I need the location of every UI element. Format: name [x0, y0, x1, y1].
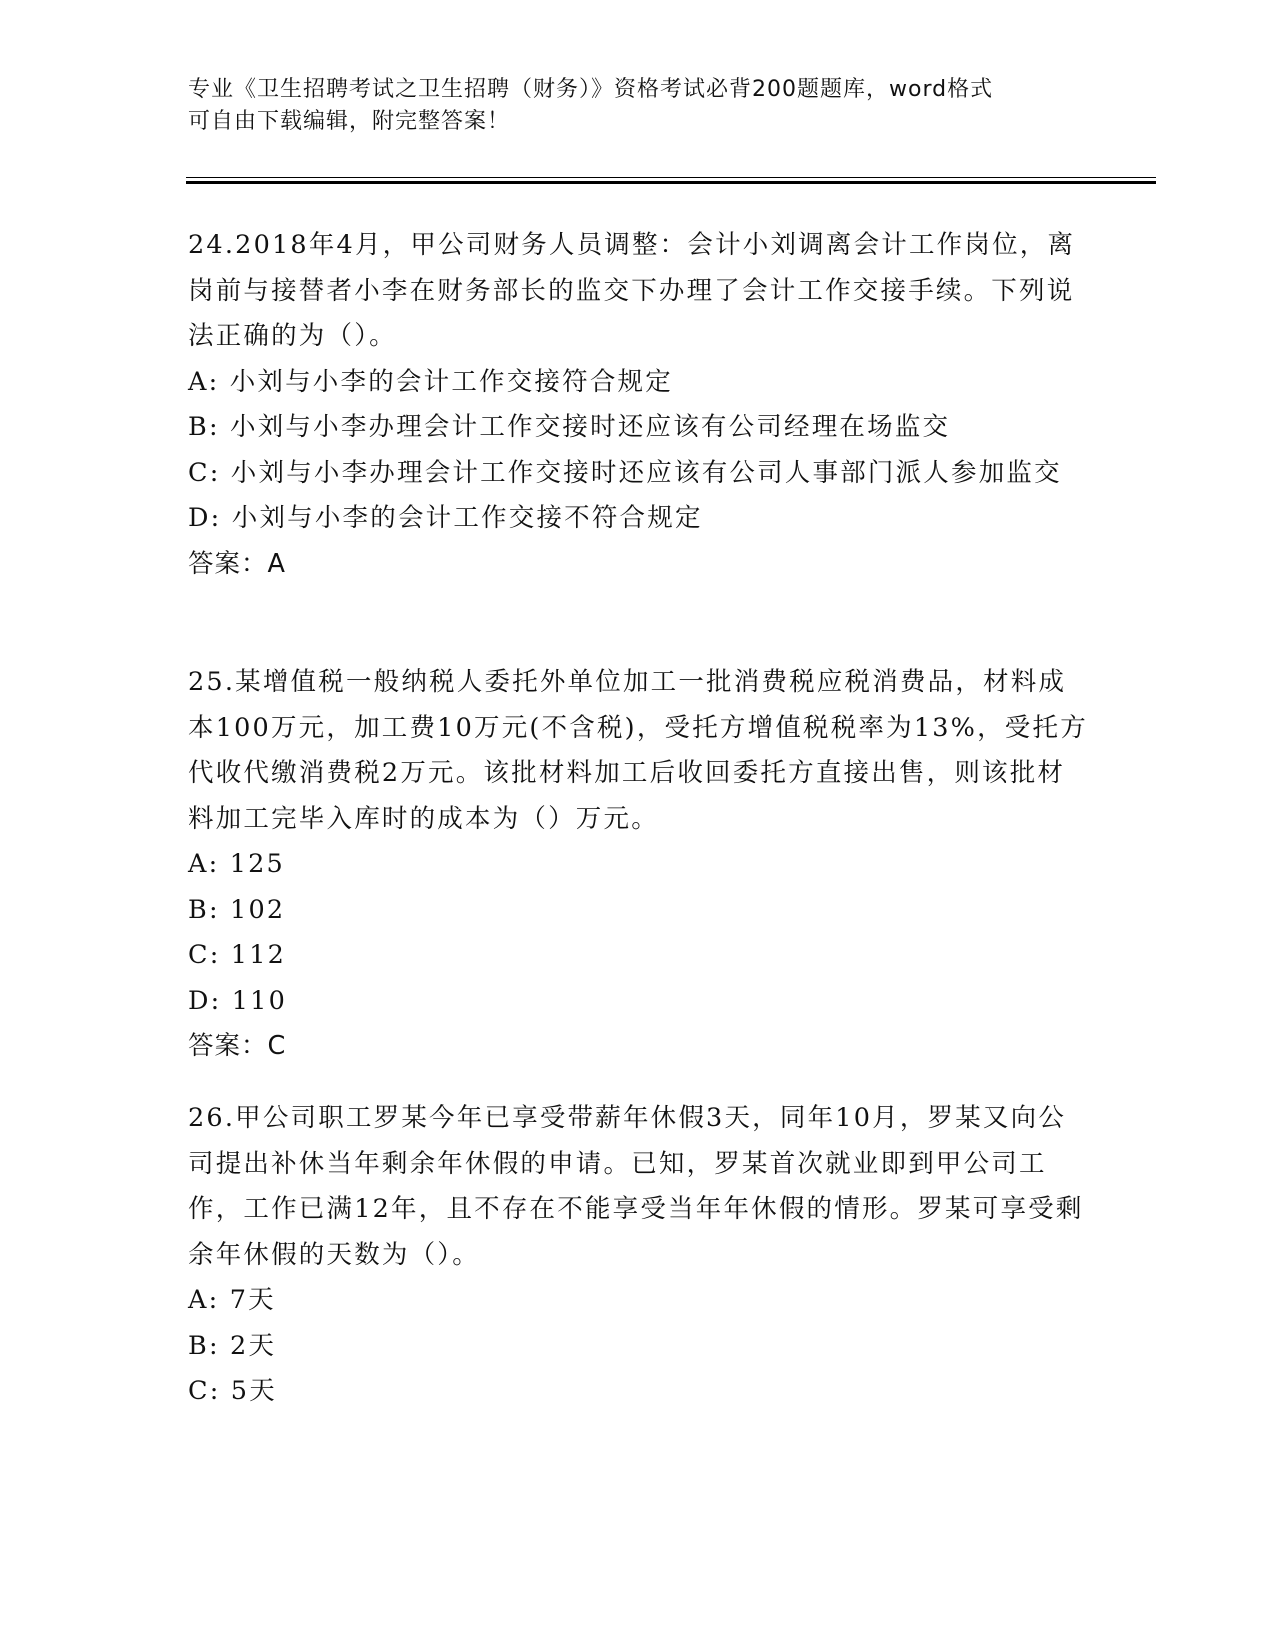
option-c: C: 小刘与小李办理会计工作交接时还应该有公司人事部门派人参加监交 [188, 457, 1062, 488]
question-stem: 24.2018年4月，甲公司财务人员调整：会计小刘调离会计工作岗位，离岗前与接替者小李在财务部长的监交下办理了会计工作交接手续。下列说法正确的为（）。 [188, 230, 1076, 351]
question-25 [188, 660, 1088, 1070]
question-stem: 25.某增值税一般纳税人委托外单位加工一批消费税应税消费品，材料成本100万元，加工费10万元(不含税)，受托方增值税税率为13%，受托方代收代缴消费税2万元。该批材料加工后收回委托方直接出售，则该批材料加工完毕入库时的成本为（）万元。 [188, 667, 1088, 834]
header-line-1: 专业《卫生招聘考试之卫生招聘（财务）》资格考试必背200题题库，word格式 [188, 77, 994, 102]
option-d: D: 小刘与小李的会计工作交接不符合规定 [188, 503, 703, 533]
header-line-2: 可自由下载编辑，附完整答案！ [188, 109, 511, 134]
question-stem: 26.甲公司职工罗某今年已享受带薪年休假3天，同年10月，罗某又向公司提出补休当年剩余年休假的申请。已知，罗某首次就业即到甲公司工作，工作已满12年，且不存在不能享受当年年休假的情形。罗某可享受剩余年休假的天数为（）。 [188, 1103, 1084, 1270]
option-c: C: 112 [188, 940, 287, 970]
question-26 [188, 1096, 1088, 1415]
answer-label: 答案：A [188, 548, 286, 579]
option-a: A: 小刘与小李的会计工作交接符合规定 [188, 366, 673, 397]
document-header [188, 74, 1068, 138]
option-b: B: 小刘与小李办理会计工作交接时还应该有公司经理在场监交 [188, 412, 951, 442]
option-b: B: 2天 [188, 1330, 277, 1361]
answer-label: 答案：C [188, 1031, 287, 1061]
option-b: B: 102 [188, 894, 286, 925]
option-a: A: 7天 [188, 1285, 276, 1315]
option-d: D: 110 [188, 985, 288, 1016]
header-divider-thin [186, 177, 1156, 178]
header-divider-thick [186, 181, 1156, 184]
question-24 [188, 223, 1088, 587]
option-c: C: 5天 [188, 1376, 277, 1406]
option-a: A: 125 [188, 849, 285, 879]
